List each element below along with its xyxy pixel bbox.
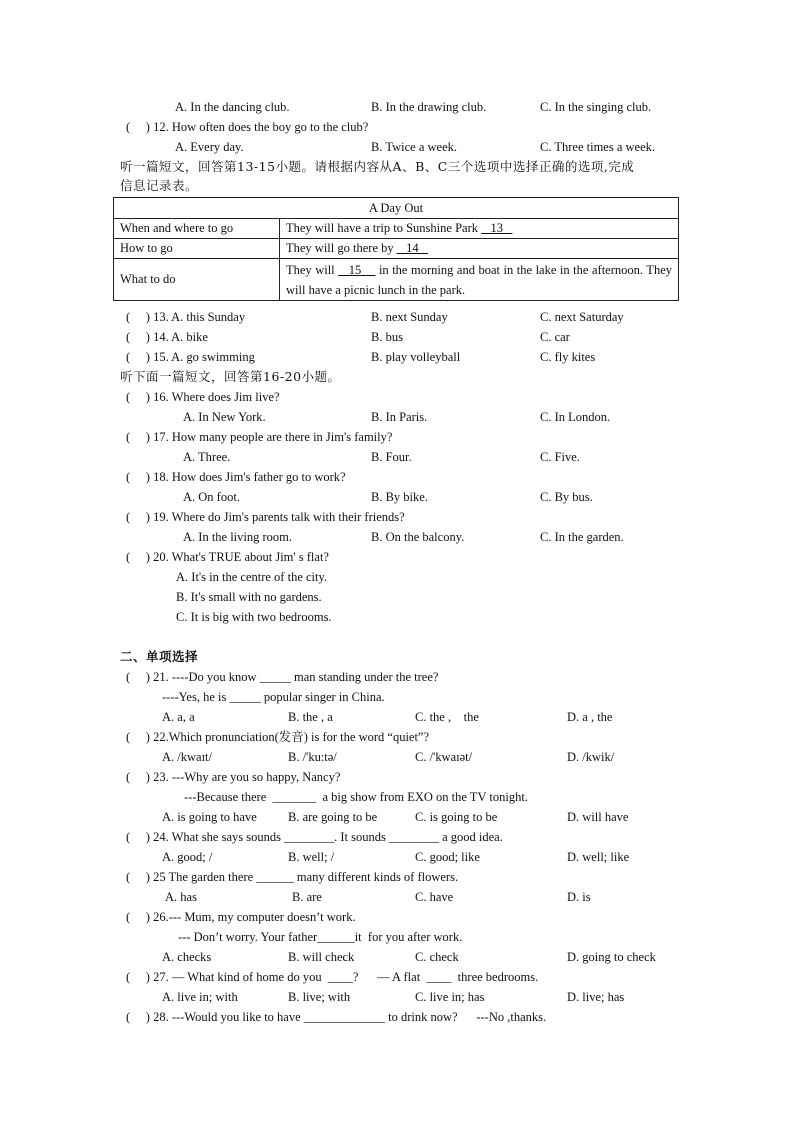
q22-option-c: C. /'kwaɪət/ <box>415 750 473 764</box>
q15-stem: ( ) 15. A. go swimming <box>126 350 255 364</box>
q16-option-c: C. In London. <box>540 410 611 424</box>
q15-option-b: B. play volleyball <box>371 350 461 364</box>
table-row1-label: When and where to go <box>114 219 280 239</box>
q27-option-d: D. live; has <box>567 990 625 1004</box>
q26-stem: ( ) 26.--- Mum, my computer doesn’t work. <box>126 910 356 924</box>
q17-option-a: A. Three. <box>183 450 231 464</box>
q20-option-a: A. It's in the centre of the city. <box>176 570 328 584</box>
q14-option-c: C. car <box>540 330 570 344</box>
table-row3-label: What to do <box>114 259 280 301</box>
table-row1-value: They will have a trip to Sunshine Park 13 <box>280 219 679 239</box>
blank-13: 13 <box>481 221 513 235</box>
q11-option-c: C. In the singing club. <box>540 100 652 114</box>
q21-option-b: B. the , a <box>288 710 333 724</box>
q17-option-b: B. Four. <box>371 450 412 464</box>
blank-15: 15 <box>338 262 376 277</box>
q26-option-c: C. check <box>415 950 459 964</box>
q20-option-b: B. It's small with no gardens. <box>176 590 322 604</box>
q26-option-d: D. going to check <box>567 950 656 964</box>
q16-option-a: A. In New York. <box>183 410 266 424</box>
q26-option-a: A. checks <box>162 950 212 964</box>
q27-option-b: B. live; with <box>288 990 351 1004</box>
q12-option-c: C. Three times a week. <box>540 140 656 154</box>
q27-option-a: A. live in; with <box>162 990 238 1004</box>
q12-option-a: A. Every day. <box>175 140 244 154</box>
section-2-heading: 二、单项选择 <box>120 649 199 664</box>
q23-stem: ( ) 23. ---Why are you so happy, Nancy? <box>126 770 341 784</box>
q16-stem: ( ) 16. Where does Jim live? <box>126 390 280 404</box>
q20-stem: ( ) 20. What's TRUE about Jim' s flat? <box>126 550 329 564</box>
q18-option-b: B. By bike. <box>371 490 428 504</box>
q25-option-c: C. have <box>415 890 454 904</box>
q19-option-c: C. In the garden. <box>540 530 624 544</box>
table-row3-value: They will 15 in the morning and boat in the lake in the afternoon. They will have a picnic lunch in the park. <box>280 259 679 301</box>
q15-option-c: C. fly kites <box>540 350 596 364</box>
blank-14: 14 <box>396 241 428 255</box>
q25-option-a: A. has <box>165 890 197 904</box>
q21-option-d: D. a , the <box>567 710 613 724</box>
q25-option-b: B. are <box>292 890 322 904</box>
q20-option-c: C. It is big with two bedrooms. <box>176 610 332 624</box>
q24-stem: ( ) 24. What she says sounds ________. It sounds ________ a good idea. <box>126 830 503 844</box>
q22-option-d: D. /kwik/ <box>567 750 615 764</box>
listening-instruction-16-20: 听下面一篇短文，回答第16-20小题。 <box>120 369 341 384</box>
listening-instruction-13-15-line1: 听一篇短文，回答第13-15小题。请根据内容从A、B、C三个选项中选择正确的选项,完成 <box>120 159 635 174</box>
listening-instruction-13-15-line2: 信息记录表。 <box>120 178 199 193</box>
q18-stem: ( ) 18. How does Jim's father go to work? <box>126 470 346 484</box>
q25-option-d: D. is <box>567 890 591 904</box>
q23-line2: ---Because there _______ a big show from EXO on the TV tonight. <box>184 790 528 804</box>
q12-stem: ( ) 12. How often does the boy go to the club? <box>126 120 369 134</box>
q16-option-b: B. In Paris. <box>371 410 428 424</box>
day-out-table <box>113 197 679 301</box>
q24-option-b: B. well; / <box>288 850 335 864</box>
q14-stem: ( ) 14. A. bike <box>126 330 208 344</box>
table-row2-label: How to go <box>114 239 280 259</box>
q18-option-a: A. On foot. <box>183 490 240 504</box>
q25-stem: ( ) 25 The garden there ______ many different kinds of flowers. <box>126 870 459 884</box>
q19-option-a: A. In the living room. <box>183 530 293 544</box>
q23-option-d: D. will have <box>567 810 629 824</box>
q22-option-b: B. /'ku:tə/ <box>288 750 337 764</box>
q11-option-b: B. In the drawing club. <box>371 100 487 114</box>
q26-line2: --- Don’t worry. Your father______it for you after work. <box>178 930 463 944</box>
table-caption: A Day Out <box>114 198 679 219</box>
table-row2-value: They will go there by 14 <box>280 239 679 259</box>
q13-option-b: B. next Sunday <box>371 310 448 324</box>
q13-option-c: C. next Saturday <box>540 310 624 324</box>
q23-option-c: C. is going to be <box>415 810 498 824</box>
q13-stem: ( ) 13. A. this Sunday <box>126 310 246 324</box>
q23-option-b: B. are going to be <box>288 810 378 824</box>
q24-option-a: A. good; / <box>162 850 213 864</box>
q21-option-c: C. the , the <box>415 710 479 724</box>
q11-option-a: A. In the dancing club. <box>175 100 290 114</box>
q19-stem: ( ) 19. Where do Jim's parents talk with their friends? <box>126 510 405 524</box>
q14-option-b: B. bus <box>371 330 403 344</box>
q21-line2: ----Yes, he is _____ popular singer in China. <box>162 690 385 704</box>
q22-stem: ( ) 22.Which pronunciation(发音) is for the word “quiet”? <box>126 730 430 744</box>
q22-option-a: A. /kwaɪt/ <box>162 750 212 764</box>
q17-stem: ( ) 17. How many people are there in Jim's family? <box>126 430 393 444</box>
q24-option-c: C. good; like <box>415 850 480 864</box>
q26-option-b: B. will check <box>288 950 355 964</box>
q17-option-c: C. Five. <box>540 450 580 464</box>
q28-stem: ( ) 28. ---Would you like to have _____________ to drink now? ---No ,thanks. <box>126 1010 547 1024</box>
q23-option-a: A. is going to have <box>162 810 257 824</box>
q18-option-c: C. By bus. <box>540 490 593 504</box>
q19-option-b: B. On the balcony. <box>371 530 465 544</box>
q27-option-c: C. live in; has <box>415 990 485 1004</box>
q12-option-b: B. Twice a week. <box>371 140 458 154</box>
q21-stem: ( ) 21. ----Do you know _____ man standing under the tree? <box>126 670 439 684</box>
q21-option-a: A. a, a <box>162 710 195 724</box>
q24-option-d: D. well; like <box>567 850 630 864</box>
q27-stem: ( ) 27. — What kind of home do you ____? — A flat ____ three bedrooms. <box>126 970 539 984</box>
